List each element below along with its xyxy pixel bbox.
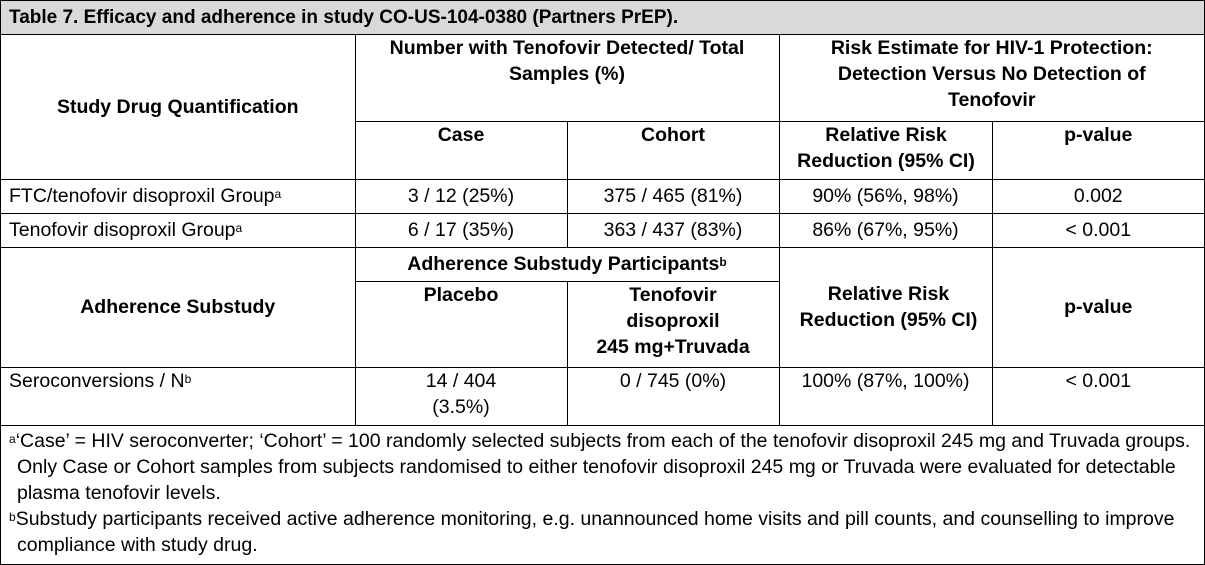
- table-row: [1, 179, 1204, 213]
- header-study-drug-quantification: [1, 35, 355, 179]
- footnote-marker: b: [184, 371, 192, 386]
- header-number-detected-text: Number with Tenofovir Detected/ Total Samples (%): [389, 37, 745, 85]
- tdf-line-1: Tenofovir: [629, 283, 717, 306]
- header-risk-estimate: [779, 35, 1204, 121]
- row-label: [1, 213, 355, 247]
- header-placebo: Placebo: [355, 281, 567, 367]
- header-pvalue: p-value: [992, 121, 1204, 179]
- cell-rrr: 100% (87%, 100%): [779, 367, 992, 425]
- header-rrr: [779, 121, 992, 179]
- header-tenofovir-truvada: [567, 281, 779, 367]
- table-caption: Table 7. Efficacy and adherence in study CO-US-104-0380 (Partners PrEP).: [1, 1, 1204, 35]
- footnotes: [1, 426, 1204, 558]
- adherence-substudy-label: Adherence Substudy: [1, 247, 355, 367]
- header-case: Case: [355, 121, 567, 179]
- cell-pvalue: < 0.001: [992, 213, 1204, 247]
- row-label: [1, 367, 355, 425]
- cell-case: 3 / 12 (25%): [355, 179, 567, 213]
- footnote-text: Substudy participants received active adherence monitoring, e.g. unannounced home visits and pill counts, and counselling to improve compliance with study drug.: [15, 507, 1175, 556]
- adherence-rrr-header: [779, 247, 992, 367]
- cell-case: 6 / 17 (35%): [355, 213, 567, 247]
- cell-pvalue: < 0.001: [992, 367, 1204, 425]
- adherence-pvalue-header: p-value: [992, 247, 1204, 367]
- adherence-participants-text: Adherence Substudy Participants: [407, 253, 720, 275]
- table-row: [1, 367, 1204, 425]
- row-label-text: Tenofovir disoproxil Group: [9, 219, 236, 241]
- cell-pvalue: 0.002: [992, 179, 1204, 213]
- footnote-marker: b: [9, 509, 16, 524]
- header-row-1: [1, 35, 1204, 121]
- header-cohort: Cohort: [567, 121, 779, 179]
- table-row: [1, 213, 1204, 247]
- footnote-marker: a: [274, 187, 282, 201]
- footnote-marker: a: [235, 221, 243, 235]
- adherence-header-row-1: [1, 247, 1204, 281]
- tdf-line-3: 245 mg+Truvada: [596, 335, 750, 358]
- adherence-rrr-text: Relative Risk Reduction (95% CI): [799, 283, 978, 331]
- cell-placebo-line-1: 14 / 404: [425, 369, 497, 392]
- cell-rrr: 90% (56%, 98%): [779, 179, 992, 213]
- header-rrr-text: Relative Risk Reduction (95% CI): [797, 123, 975, 172]
- header-number-detected: [355, 35, 779, 121]
- row-label-text: FTC/tenofovir disoproxil Group: [9, 185, 275, 207]
- row-label-text: Seroconversions / N: [9, 369, 185, 392]
- footnote-marker: b: [719, 255, 727, 269]
- cell-placebo-line-2: (3.5%): [432, 395, 490, 418]
- footnote-b: [9, 506, 1196, 558]
- cell-cohort: 375 / 465 (81%): [567, 179, 779, 213]
- efficacy-table: [1, 35, 1204, 426]
- cell-rrr: 86% (67%, 95%): [779, 213, 992, 247]
- footnote-text: ‘Case’ = HIV seroconverter; ‘Cohort’ = 100 randomly selected subjects from each of the tenofovir disoproxil 245 mg and Truvada groups. Only Case or Cohort samples from subjects randomised to either tenofovir disoproxil 245 mg or Truvada were evaluated for detectable plasma tenofovir levels.: [15, 429, 1191, 504]
- footnote-a: [9, 428, 1196, 506]
- adherence-participants-header: [355, 247, 779, 281]
- header-study-drug-quantification-text: Study Drug Quantification: [56, 95, 299, 118]
- cell-placebo: [355, 367, 567, 425]
- footnote-marker: a: [9, 431, 16, 446]
- cell-tdf: 0 / 745 (0%): [567, 367, 779, 425]
- tdf-line-2: disoproxil: [626, 309, 720, 332]
- cell-cohort: 363 / 437 (83%): [567, 213, 779, 247]
- row-label: [1, 179, 355, 213]
- header-risk-estimate-text: Risk Estimate for HIV-1 Protection: Detection Versus No Detection of Tenofovir: [830, 37, 1153, 111]
